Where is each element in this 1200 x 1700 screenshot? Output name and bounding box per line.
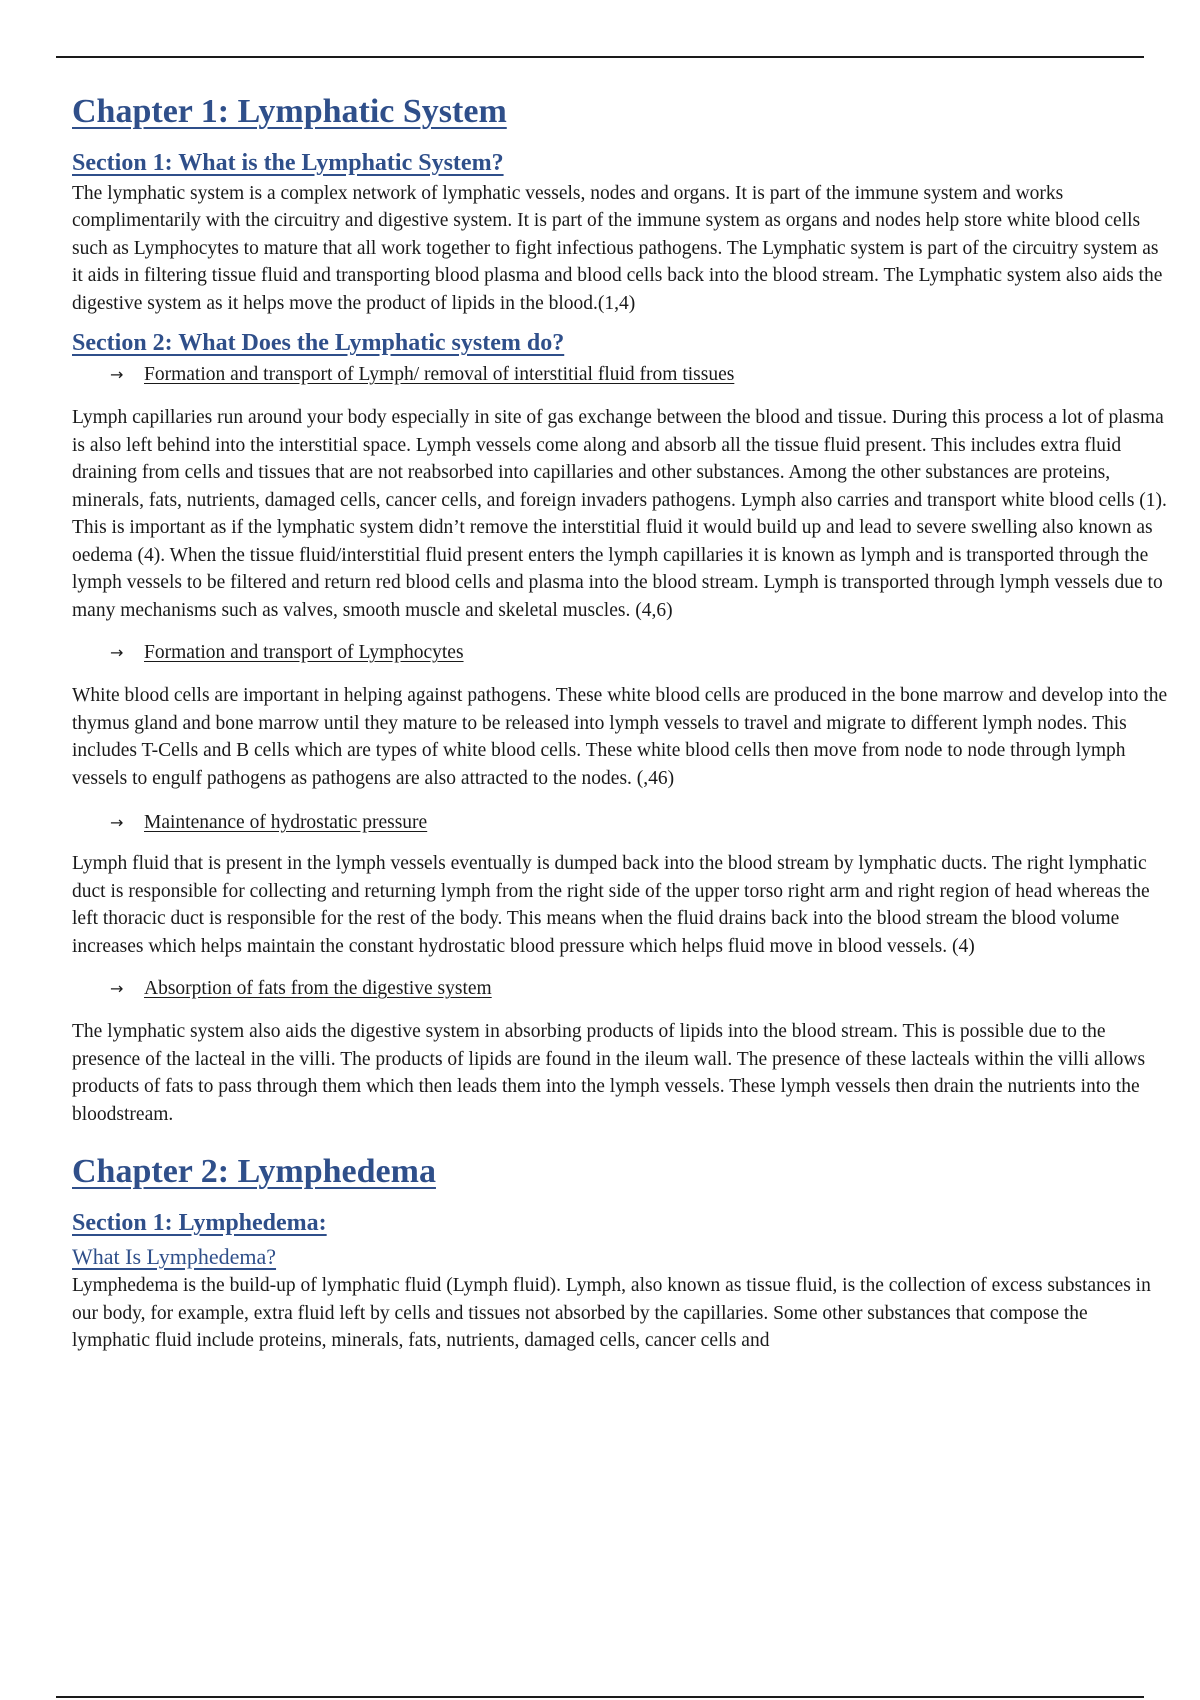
lymphedema-paragraph: Lymphedema is the build-up of lymphatic fluid (Lymph fluid). Lymph, also known as tissue fluid, is the collection of excess substances in our body, for example, extra fluid left by cells and tissues not absorbed by the capillaries. Some other substances that compose the lymphatic fluid include proteins, minerals, fats, nutrients, damaged cells, cancer cells and [72, 1275, 1151, 1352]
bullet-label: Formation and transport of Lymph/ removal of interstitial fluid from tissues [144, 364, 735, 386]
chapter-1-section-1-heading: Section 1: What is the Lymphatic System? [72, 150, 504, 177]
bullet-label: Absorption of fats from the digestive system [144, 978, 492, 1000]
lymphocytes-paragraph: White blood cells are important in helping against pathogens. These white blood cells are produced in the bone marrow and develop into the thymus gland and bone marrow until they mature to be released into lymph vessels to travel and migrate to different lymph nodes. This includes T-Cells and B cells which are types of white blood cells. These white blood cells then move from node to node through lymph vessels to engulf pathogens as pathogens are also attracted to the nodes. (,46) [72, 685, 1168, 789]
document-body [72, 92, 1168, 1355]
bullet-fat-absorption [72, 976, 1168, 1002]
chapter-1-title: Chapter 1: Lymphatic System [72, 93, 507, 130]
bullet-lymph-formation [72, 362, 1168, 388]
top-rule [56, 56, 1144, 58]
arrow-icon: → [110, 813, 124, 833]
bullet-hydrostatic-pressure [72, 810, 1168, 836]
arrow-icon: → [110, 643, 124, 663]
chapter-2-section-1-heading: Section 1: Lymphedema: [72, 1210, 327, 1237]
lymph-formation-paragraph: Lymph capillaries run around your body especially in site of gas exchange between the blood and tissue. During this process a lot of plasma is also left behind into the interstitial space. Lymph vessels come along and absorb all the tissue fluid present. This includes extra fluid draining from cells and tissues that are not reabsorbed into capillaries and other substances. Among the other substances are proteins, minerals, fats, nutrients, damaged cells, cancer cells, and foreign invaders pathogens. Lymph also carries and transport white blood cells (1). This is important as if the lymphatic system didn’t remove the interstitial fluid it would build up and lead to severe swelling also known as oedema (4). When the tissue fluid/interstitial fluid present enters the lymph capillaries it is known as lymph and is transported through the lymph vessels to be filtered and return red blood cells and plasma into the blood stream. Lymph is transported through lymph vessels due to many mechanisms such as valves, smooth muscle and skeletal muscles. (4,6) [72, 407, 1167, 621]
chapter-2-subheading: What Is Lymphedema? [72, 1244, 277, 1270]
arrow-icon: → [110, 365, 124, 385]
bottom-rule [56, 1696, 1144, 1698]
chapter-1-section-1-paragraph: The lymphatic system is a complex network of lymphatic vessels, nodes and organs. It is part of the immune system and works complimentarily with the circuitry and digestive system. It is part of the immune system as organs and nodes help store white blood cells such as Lymphocytes to mature that all work together to fight infectious pathogens. The Lymphatic system is part of the circuitry system as it aids in filtering tissue fluid and transporting blood plasma and blood cells back into the blood stream. The Lymphatic system also aids the digestive system as it helps move the product of lipids in the blood.(1,4) [72, 182, 1163, 314]
bullet-label: Formation and transport of Lymphocytes [144, 642, 464, 664]
bullet-label: Maintenance of hydrostatic pressure [144, 812, 428, 834]
chapter-2-title: Chapter 2: Lymphedema [72, 1153, 436, 1191]
bullet-lymphocytes [72, 640, 1168, 666]
arrow-icon: → [110, 979, 124, 999]
fat-absorption-paragraph: The lymphatic system also aids the digestive system in absorbing products of lipids into the blood stream. This is possible due to the presence of the lacteal in the villi. The products of lipids are found in the ileum wall. The presence of these lacteals within the villi allows products of fats to pass through them which then leads them into the lymph vessels. These lymph vessels then drain the nutrients into the bloodstream. [72, 1021, 1146, 1125]
hydrostatic-pressure-paragraph: Lymph fluid that is present in the lymph vessels eventually is dumped back into the blood stream by lymphatic ducts. The right lymphatic duct is responsible for collecting and returning lymph from the right side of the upper torso right arm and right region of head whereas the left thoracic duct is responsible for the rest of the body. This means when the fluid drains back into the blood stream the blood volume increases which helps maintain the constant hydrostatic blood pressure which helps fluid move in blood vessels. (4) [72, 853, 1150, 957]
chapter-1-section-2-heading: Section 2: What Does the Lymphatic system do? [72, 330, 565, 357]
